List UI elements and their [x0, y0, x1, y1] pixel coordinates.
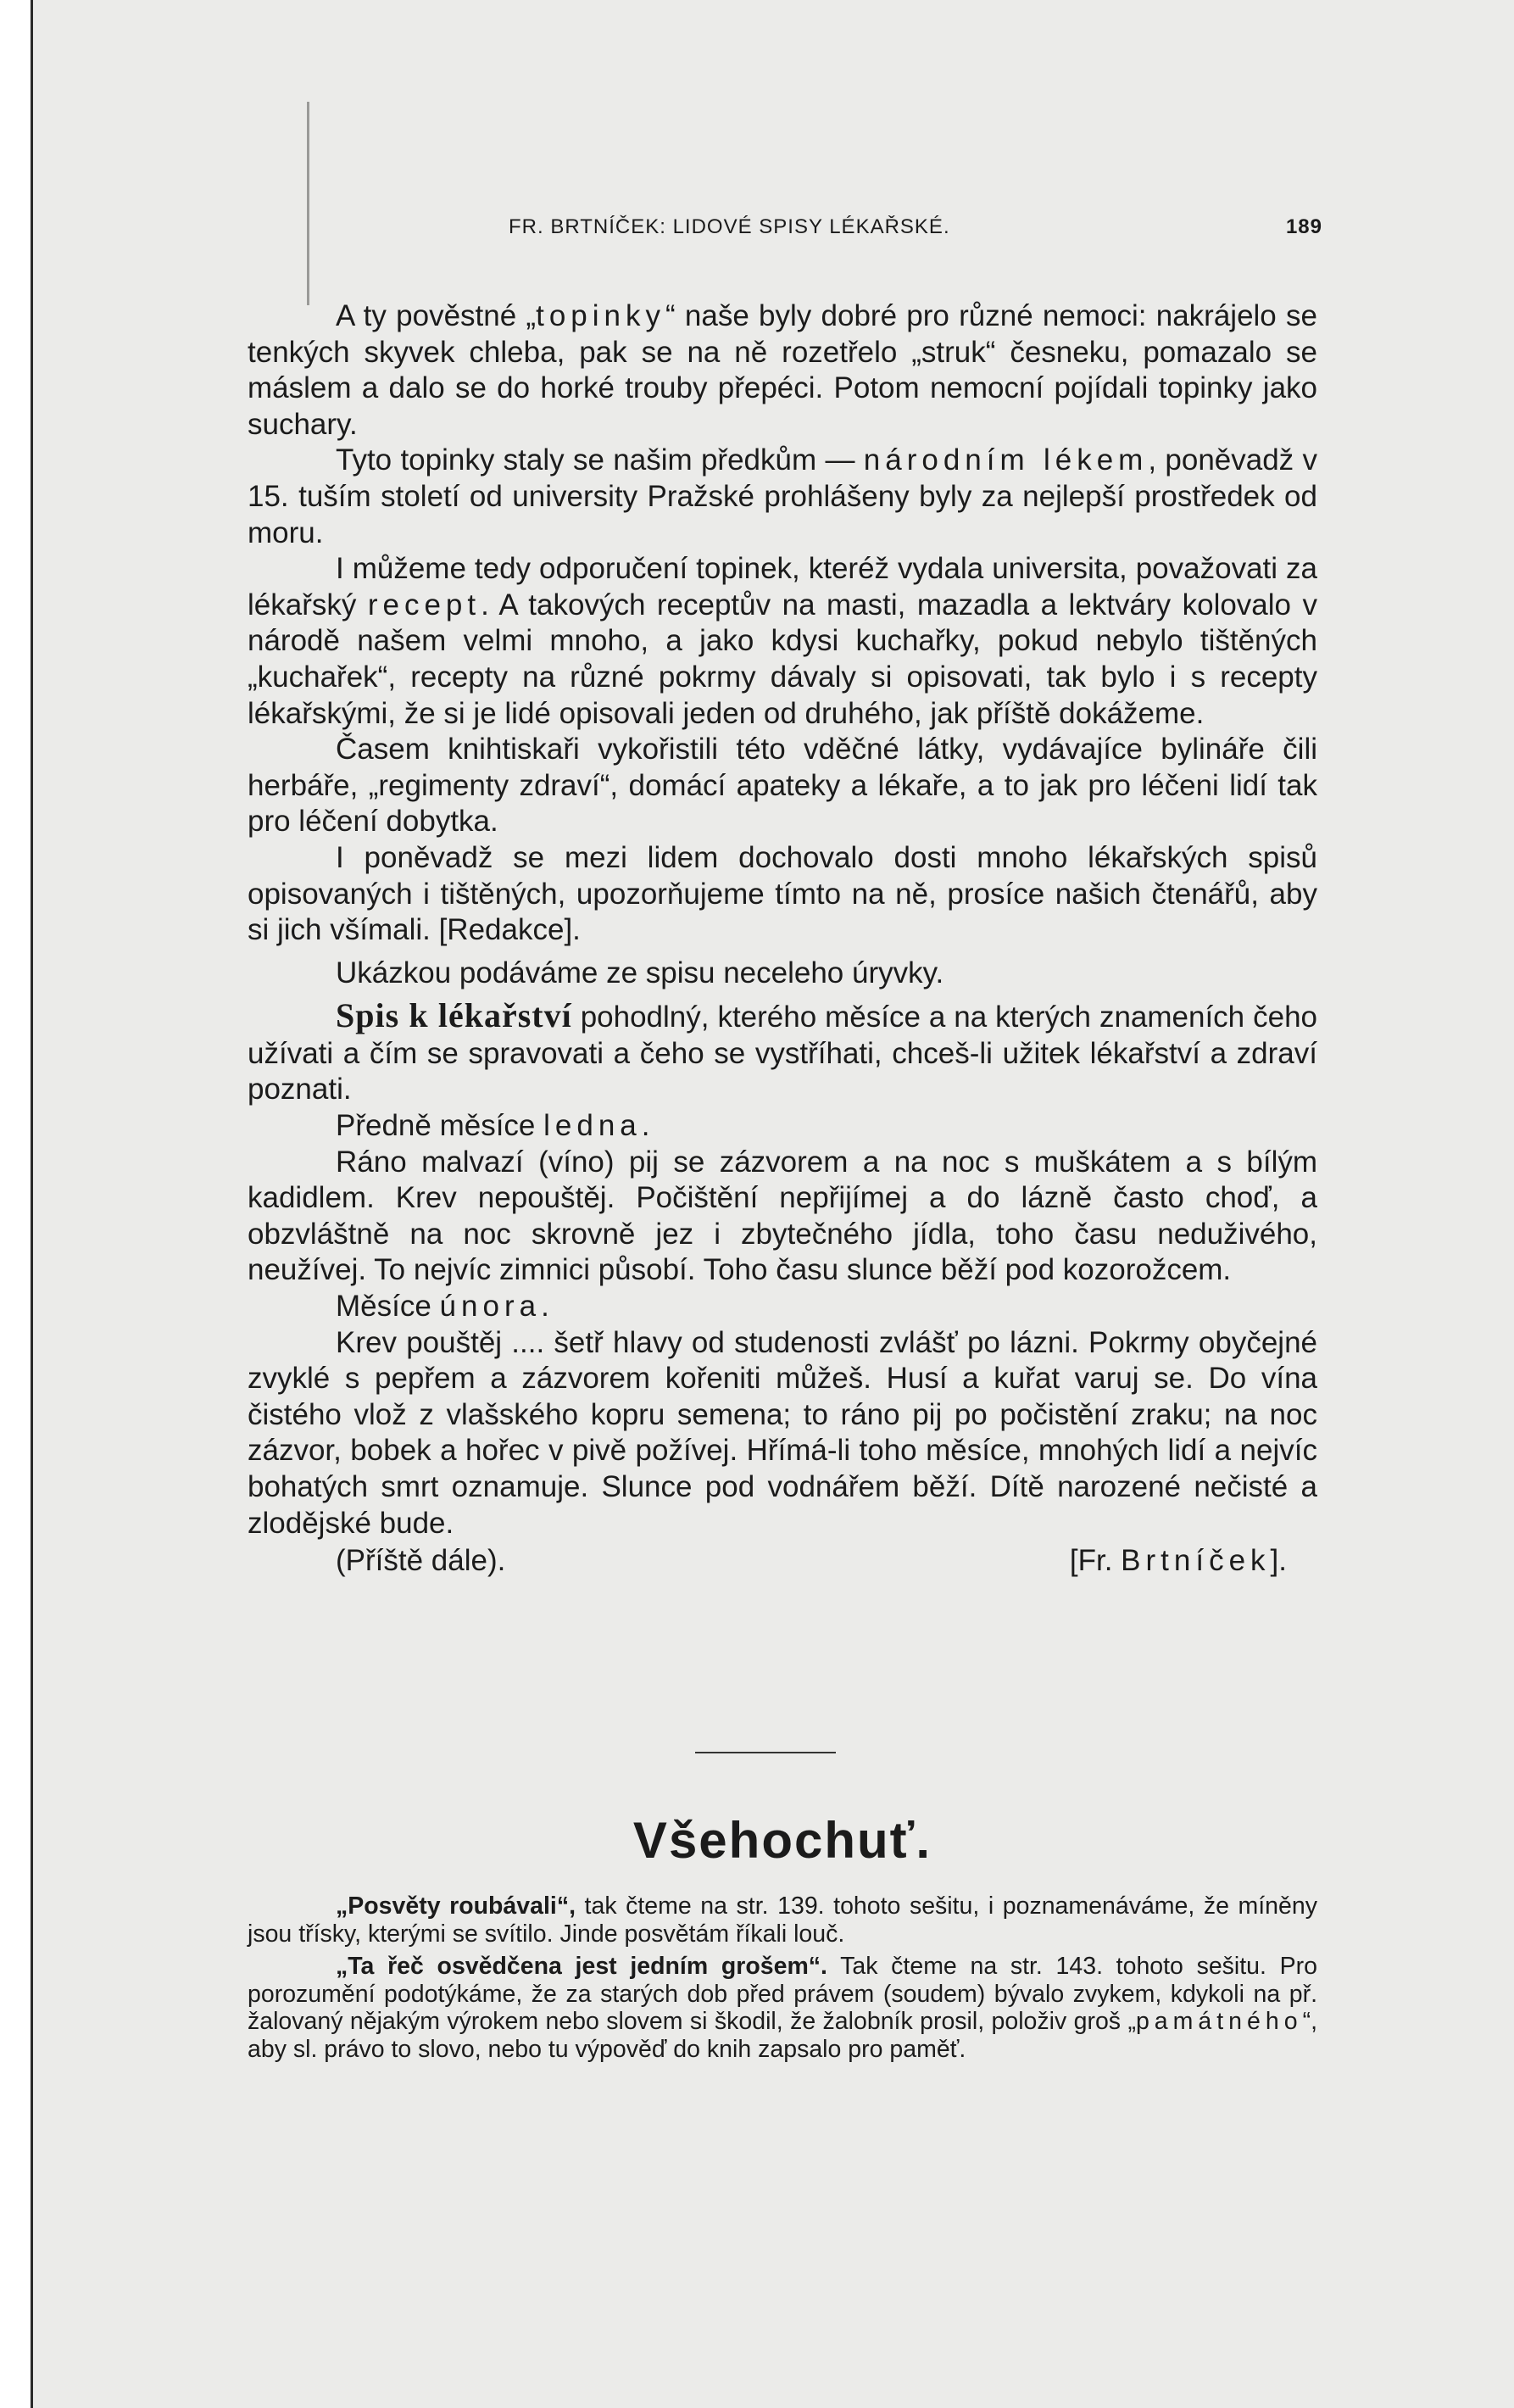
paragraph-ukazka: Ukázkou podáváme ze spisu neceleho úryvky.	[336, 956, 944, 989]
page-left-edge	[0, 0, 33, 2408]
article-body	[248, 298, 1317, 1580]
paragraph-unor-heading: Měsíce února.	[336, 1290, 549, 1324]
running-title: FR. BRTNÍČEK: LIDOVÉ SPISY LÉKAŘSKÉ.	[509, 215, 950, 238]
paragraph-topinky: A ty pověstné „topinky“ naše byly dobré pro různé nemoci: nakrájelo se tenkých skyvek chleba, pak se na ně rozetřelo „struk“ česneku, pomazalo se máslem a dalo se do horké trouby přepéci. Potom nemocní pojídali topinky jako suchary.	[248, 299, 1317, 441]
page-number: 189	[1285, 215, 1322, 238]
signature-row	[248, 1543, 1317, 1580]
paragraph-leden: Ráno malvazí (víno) pij se zázvorem a na noc s muškátem a s bílým kadidlem. Krev nepouštěj. Počištění nepřijímej a do lázně často choď, a obzvláštně na noc skrovně jez i zbytečného jídla, toho času neduživého, neužívej. To nejvíc zimnici působí. Toho času slunce běží pod kozorožcem.	[248, 1145, 1317, 1287]
notes-section	[248, 1892, 1317, 2068]
gutter-mark	[307, 102, 309, 305]
spis-title: Spis k lékařství	[336, 996, 572, 1035]
section-divider	[695, 1752, 836, 1753]
page-header	[509, 215, 1322, 249]
continued-note: (Příště dále).	[336, 1544, 506, 1578]
paragraph-spis: Spis k lékařství pohodlný, kterého měsíce a na kterých znameních čeho užívati a čím se spravovati a čeho se vystříhati, chceš-li užitek lékařství a zdraví poznati.	[248, 996, 1317, 1106]
paragraph-narodni-lek: Tyto topinky staly se našim předkům — národním lékem, poněvadž v 15. tuším století od university Pražské prohlášeny byly za nejlepší prostředek od moru.	[248, 443, 1318, 549]
paragraph-leden-heading: Předně měsíce ledna.	[336, 1109, 650, 1143]
paragraph-unor: Krev pouštěj .... šetř hlavy od studenosti zvlášť po lázni. Pokrmy obyčejné zvyklé s pepřem a zázvorem kořeniti můžeš. Husí a kuřat varuj se. Do vína čistého vlož z vlašského kopru semena; to ráno pij po počistění zraku; na noc zázvor, bobek a hořec v pivě požívej. Hřímá-li toho měsíce, mnohých lidí a nejvíc bohatých smrt oznamuje. Slunce pod vodnářem běží. Dítě narozené nečisté a zlodějské bude.	[248, 1325, 1317, 1540]
paragraph-recept: I můžeme tedy odporučení topinek, kteréž vydala universita, považovati za lékařský recept. A takových receptův na masti, mazadla a lektváry kolovalo v národě našem velmi mnoho, a jako kdysi kuchařky, pokud nebylo tištěných „kuchařek“, recepty na různé pokrmy dávaly si opisovati, tak bylo i s recepty lékařskými, že si je lidé opisovali jeden od druhého, jak příště dokážeme.	[248, 552, 1317, 730]
paragraph-redakce: I poněvadž se mezi lidem dochovalo dosti mnoho lékařských spisů opisovaných i tištěných, upozorňujeme tímto na ně, prosíce našich čtenářů, aby si jich všímali. [Redakce].	[248, 840, 1317, 947]
note-gros: „Ta řeč osvědčena jest jedním grošem“. Tak čteme na str. 143. tohoto sešitu. Pro porozumění podotýkáme, že za starých dob před právem (soudem) bývalo zvykem, kdykoli na př. žalovaný nějakým výrokem nebo slovem si škodil, že žalobník prosil, položiv groš „památného“, aby sl. právo to slovo, nebo tu výpověď do knih zapsalo pro paměť.	[248, 1953, 1317, 2063]
note-posvety: „Posvěty roubávali“, tak čteme na str. 139. tohoto sešitu, i poznamenáváme, že míněny jsou třísky, kterými se svítilo. Jinde posvětám říkali louč.	[248, 1892, 1317, 1948]
paragraph-knihtiskari: Časem knihtiskaři vykořistili této vděčné látky, vydávajíce bylináře čili herbáře, „regimenty zdraví“, domácí apateky a lékaře, a to jak pro léčeni lidí tak pro léčení dobytka.	[248, 733, 1317, 839]
section-title: Všehochuť.	[632, 1812, 932, 1869]
author-signature: [Fr. Brtníček].	[1069, 1544, 1287, 1578]
